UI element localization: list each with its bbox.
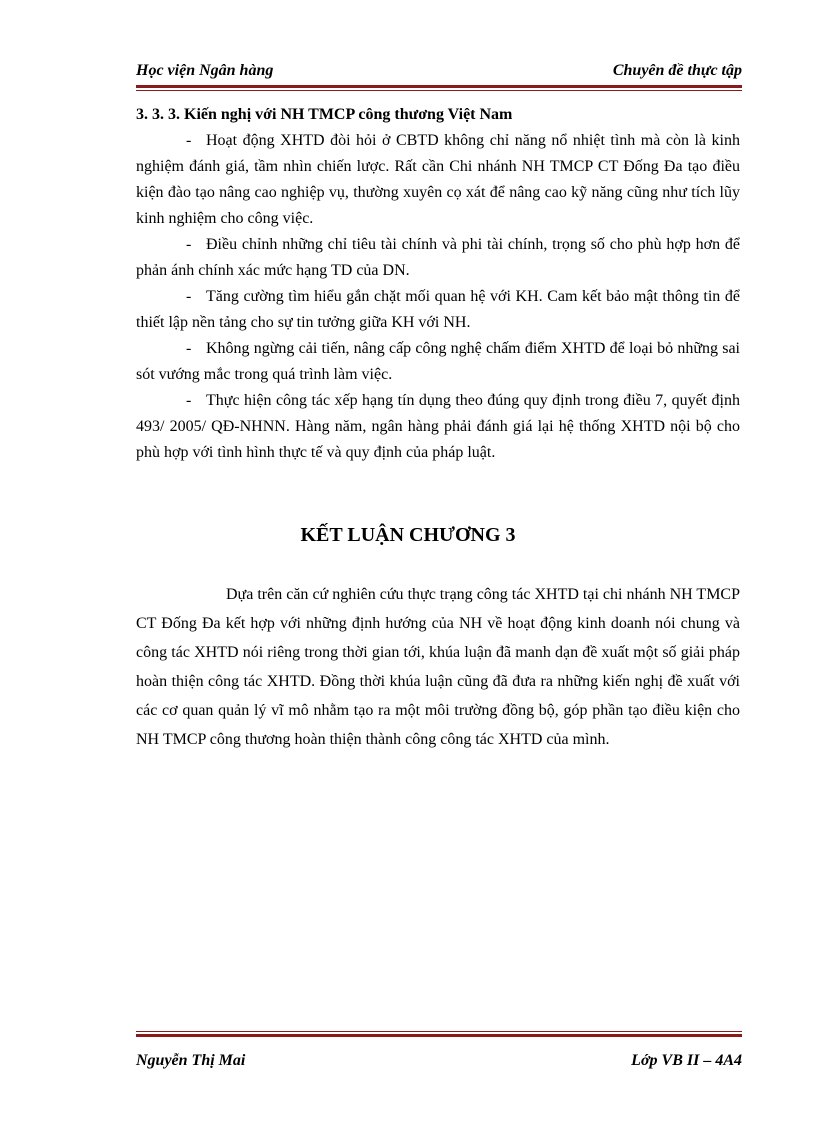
conclusion-title: KẾT LUẬN CHƯƠNG 3 <box>300 524 516 546</box>
list-item <box>136 284 740 336</box>
footer-class: Lớp VB II – 4A4 <box>631 1052 742 1069</box>
list-item <box>136 336 740 388</box>
list-item <box>136 128 740 232</box>
list-dash: - <box>186 236 192 253</box>
list-dash: - <box>186 392 192 409</box>
header-school: Học viện Ngân hàng <box>136 62 274 79</box>
list-item <box>136 232 740 284</box>
list-item-text: Không ngừng cải tiến, nâng cấp công nghệ chấm điểm XHTD để loại bỏ những sai sót vướng mắc trong quá trình làm việc. <box>136 340 740 383</box>
list-item <box>136 388 740 466</box>
page-footer <box>136 1050 742 1074</box>
list-item-text: Hoạt động XHTD đòi hỏi ở CBTD không chỉ năng nổ nhiệt tình mà còn là kinh nghiệm đánh giá, tầm nhìn chiến lược. Rất cần Chi nhánh NH TMCP CT Đống Đa tạo điều kiện đào tạo nâng cao nghiệp vụ, thường xuyên cọ xát để nâng cao kỹ năng cũng như tích lũy kinh nghiệm cho công việc. <box>136 132 740 227</box>
page-header <box>136 60 742 84</box>
conclusion-paragraph: Dựa trên căn cứ nghiên cứu thực trạng công tác XHTD tại chi nhánh NH TMCP CT Đống Đa kết hợp với những định hướng của NH về hoạt động kinh doanh nói chung và công tác XHTD nói riêng trong thời gian tới, khúa luận đã manh dạn đề xuất một số giải pháp hoàn thiện công tác XHTD. Đồng thời khúa luận cũng đã đưa ra những kiến nghị đề xuất với các cơ quan quản lý vĩ mô nhằm tạo ra một môi trường đồng bộ, góp phần tạo điều kiện cho NH TMCP công thương hoàn thiện thành công công tác XHTD của mình. <box>136 586 740 748</box>
list-item-text: Điều chỉnh những chỉ tiêu tài chính và phi tài chính, trọng số cho phù hợp hơn để phản ánh chính xác mức hạng TD của DN. <box>136 236 740 279</box>
header-rule-thin <box>136 90 742 91</box>
list-item-text: Tăng cường tìm hiểu gắn chặt mối quan hệ với KH. Cam kết bảo mật thông tin để thiết lập nền tảng cho sự tin tưởng giữa KH với NH. <box>136 288 740 331</box>
footer-rule-thin <box>136 1031 742 1032</box>
footer-rule-thick <box>136 1034 742 1037</box>
list-dash: - <box>186 340 192 357</box>
conclusion-body <box>136 580 740 754</box>
footer-author: Nguyễn Thị Mai <box>136 1052 246 1069</box>
recommendation-list <box>136 128 740 466</box>
header-report-type: Chuyên đề thực tập <box>612 62 742 79</box>
header-rule-thick <box>136 85 742 88</box>
list-dash: - <box>186 288 192 305</box>
list-item-text: Thực hiện công tác xếp hạng tín dụng theo đúng quy định trong điều 7, quyết định 493/ 2005/ QĐ-NHNN. Hàng năm, ngân hàng phải đánh giá lại hệ thống XHTD nội bộ cho phù hợp với tình hình thực tế và quy định của pháp luật. <box>136 392 740 461</box>
section-title: 3. 3. 3. Kiến nghị với NH TMCP công thương Việt Nam <box>136 106 513 123</box>
list-dash: - <box>186 132 192 149</box>
